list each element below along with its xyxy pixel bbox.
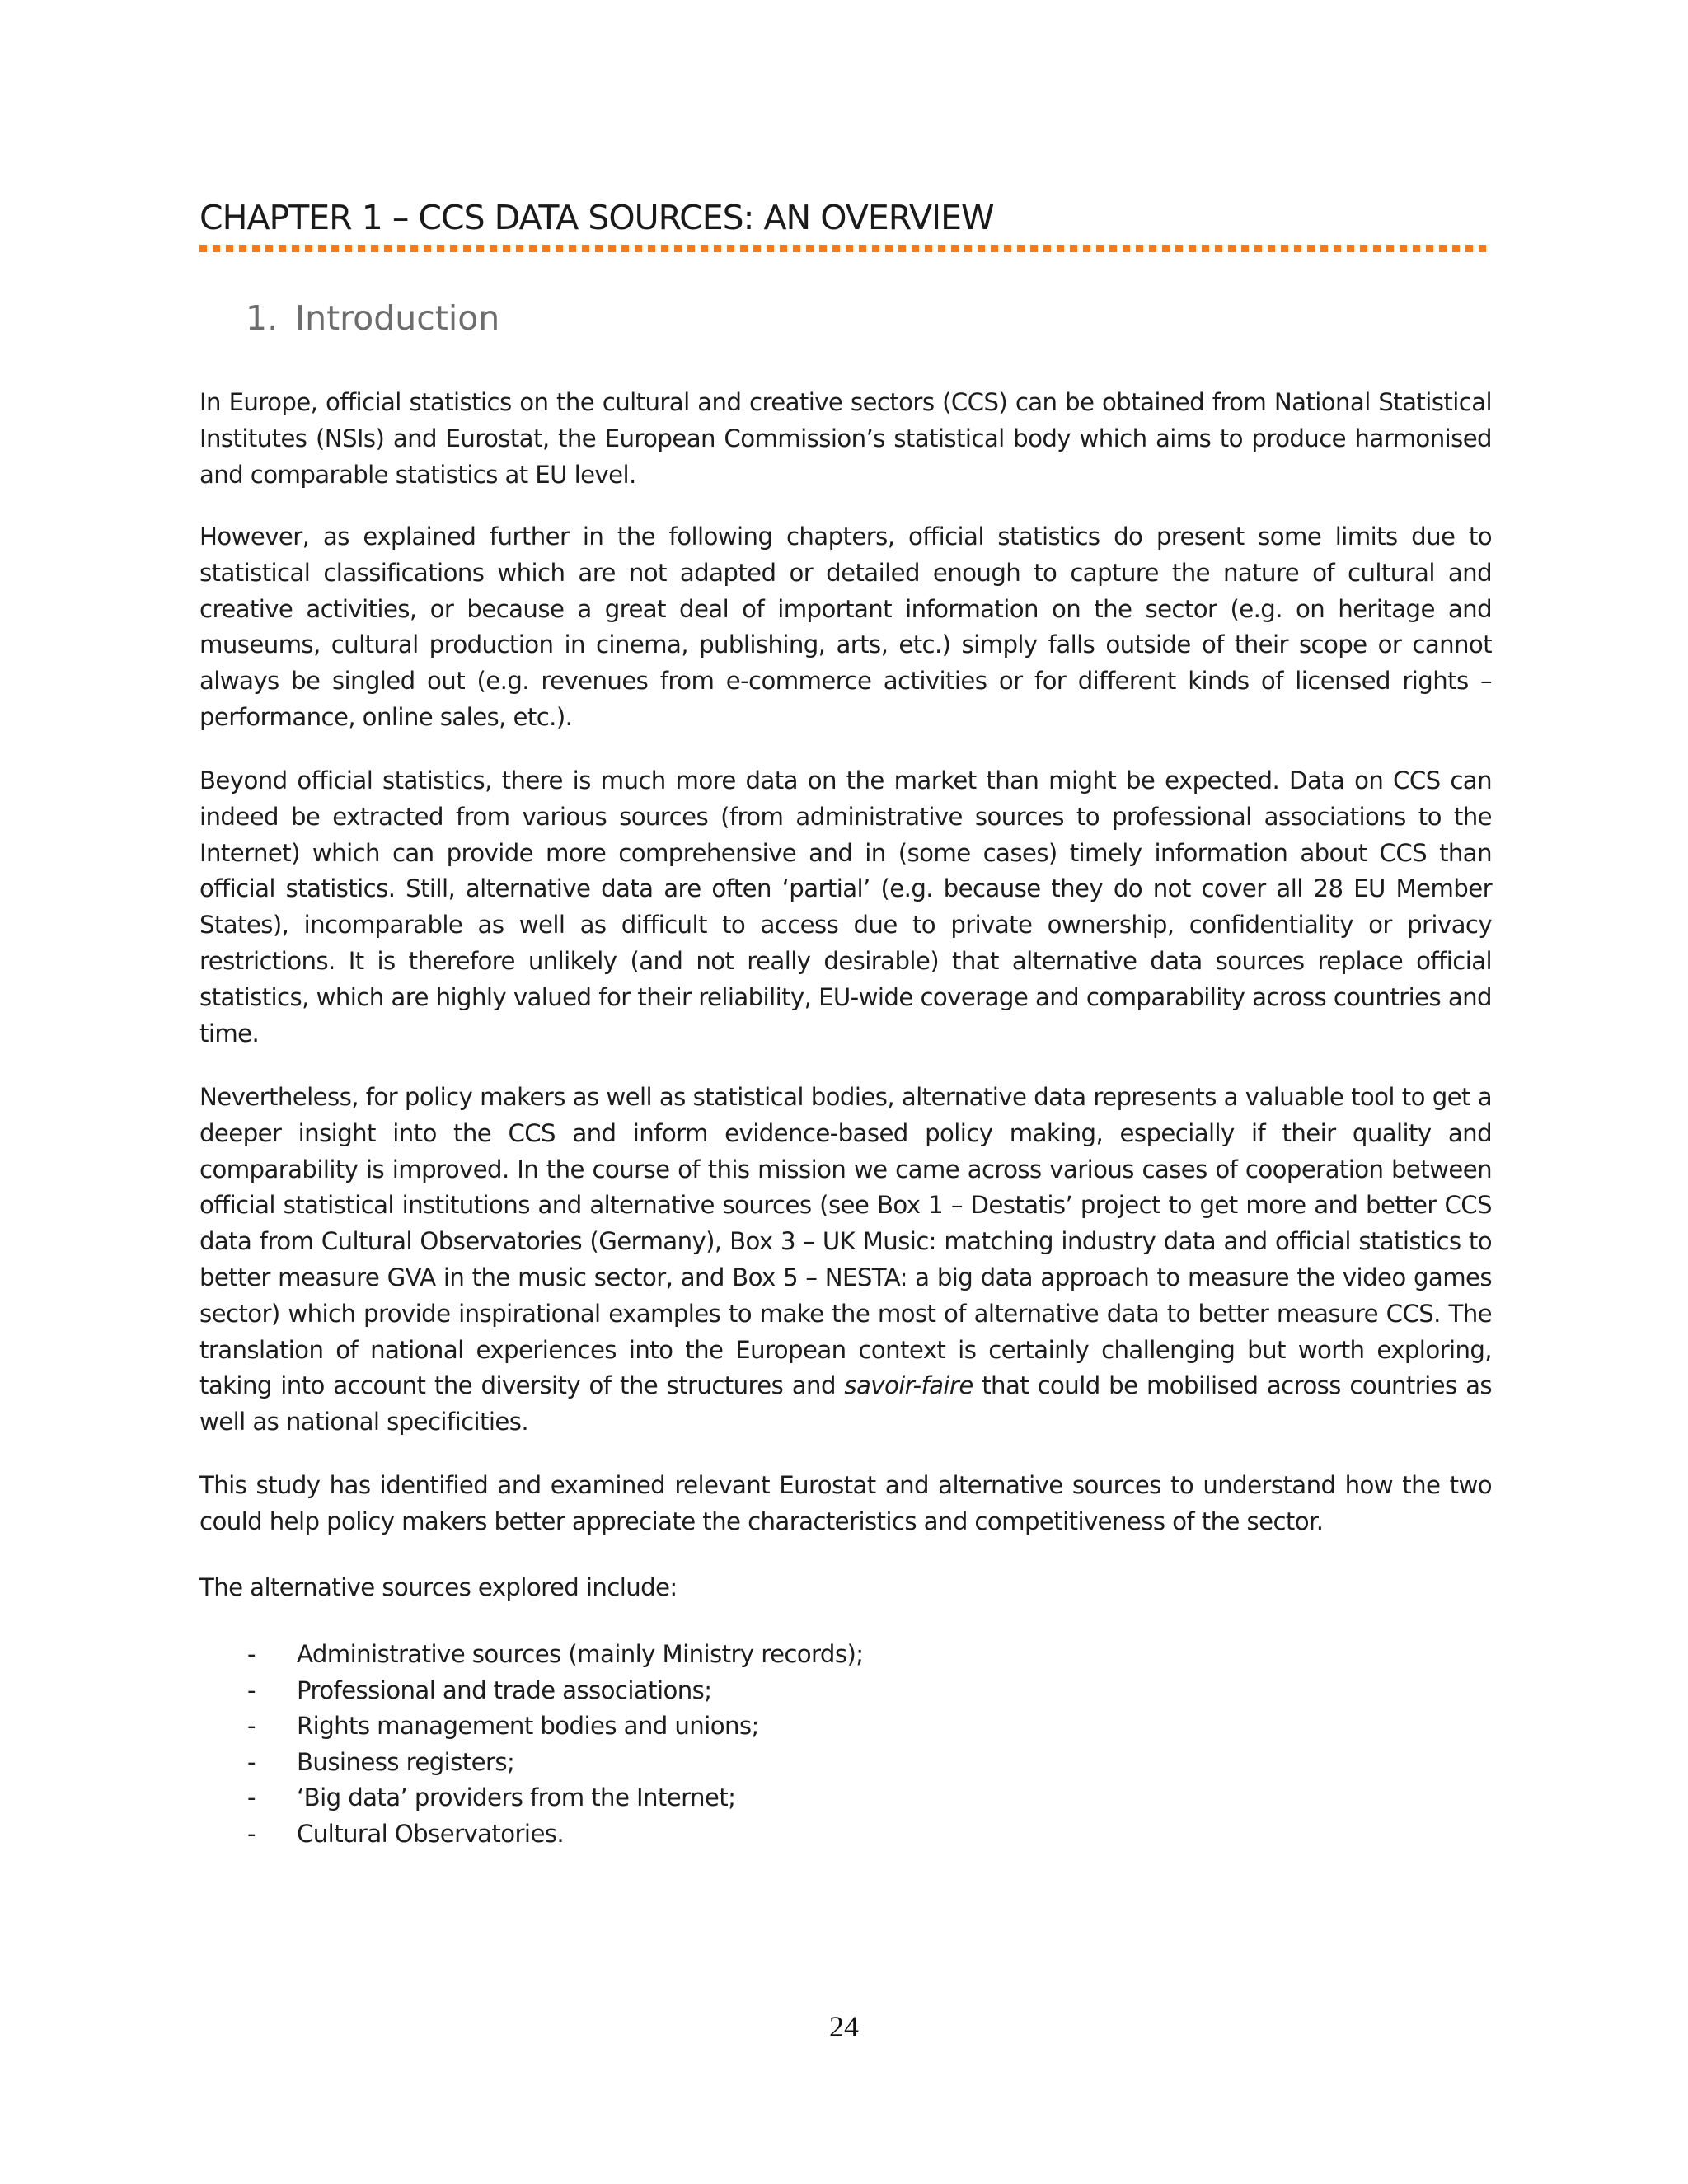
list-item-text: Cultural Observatories. [297,1819,565,1848]
list-item [199,1780,863,1816]
dash-bullet: - [247,1783,256,1812]
dash-bullet: - [247,1747,256,1776]
list-item-text: Rights management bodies and unions; [297,1712,759,1741]
page-number: 24 [829,2010,859,2043]
list-item [199,1745,863,1781]
italic-term: savoir-faire [844,1371,973,1400]
section-heading [246,298,499,338]
section-number: 1. [246,298,279,338]
paragraph-study-scope: This study has identified and examined relevant Eurostat and alternative sources to understand how the two could help policy makers better appreciate the characteristics and competitiveness of the sector. [199,1471,1492,1535]
paragraph-official-statistics: In Europe, official statistics on the cultural and creative sectors (CCS) can be obtained from National Statistical Institutes (NSIs) and Eurostat, the European Commission’s statistical body which aims to produce harmonised and comparable statistics at EU level. [199,388,1492,489]
list-item [199,1708,863,1745]
dash-bullet: - [247,1640,256,1668]
paragraph-list-intro: The alternative sources explored include: [199,1573,678,1601]
dash-bullet: - [247,1712,256,1741]
list-item [199,1816,863,1853]
paragraph-nevertheless-end: that could be mobilised across countries as well as national specificities. [199,1371,1492,1436]
alternative-sources-list [199,1637,863,1853]
list-item [199,1637,863,1673]
list-item-text: Business registers; [297,1747,515,1776]
paragraph-limits: However, as explained further in the following chapters, official statistics do present some limits due to statistical classifications which are not adapted or detailed enough to capture the nature of cultural and creative activities, or because a great deal of important information on the sector (e.g. on heritage and museums, cultural production in cinema, publishing, arts, etc.) simply falls outside of their scope or cannot always be singled out (e.g. revenues from e-commerce activities or for different kinds of licensed rights – performance, online sales, etc.). [199,523,1492,731]
list-item-text: ‘Big data’ providers from the Internet; [297,1783,736,1812]
chapter-title: CHAPTER 1 – CCS DATA SOURCES: AN OVERVIEW [199,198,994,237]
dash-bullet: - [247,1675,256,1704]
list-item [199,1673,863,1709]
list-item-text: Professional and trade associations; [297,1675,712,1704]
list-item-text: Administrative sources (mainly Ministry records); [297,1640,864,1668]
chapter-title-dotted-rule [199,245,1492,252]
section-title: Introduction [295,298,500,338]
paragraph-nevertheless [199,1080,1492,1441]
dash-bullet: - [247,1819,256,1848]
paragraph-beyond-official: Beyond official statistics, there is much more data on the market than might be expected. Data on CCS can indeed be extracted from various sources (from administrative sources to professional associations to the Internet) which can provide more comprehensive and in (some cases) timely information about CCS than official statistics. Still, alternative data are often ‘partial’ (e.g. because they do not cover all 28 EU Member States), incomparable as well as difficult to access due to private ownership, confidentiality or privacy restrictions. It is therefore unlikely (and not really desirable) that alternative data sources replace official statistics, which are highly valued for their reliability, EU-wide coverage and comparability across countries and time. [199,766,1492,1047]
paragraph-nevertheless-text: Nevertheless, for policy makers as well as statistical bodies, alternative data represents a valuable tool to get a deeper insight into the CCS and inform evidence-based policy making, especially if their quality and comparability is improved. In the course of this mission we came across various cases of cooperation between official statistical institutions and alternative sources (see Box 1 – Destatis’ project to get more and better CCS data from Cultural Observatories (Germany), Box 3 – UK Music: matching industry data and official statistics to better measure GVA in the music sector, and Box 5 – NESTA: a big data approach to measure the video games sector) which provide inspirational examples to make the most of alternative data to better measure CCS. The translation of national experiences into the European context is certainly challenging but worth exploring, taking into account the diversity of the structures and [199,1083,1492,1400]
